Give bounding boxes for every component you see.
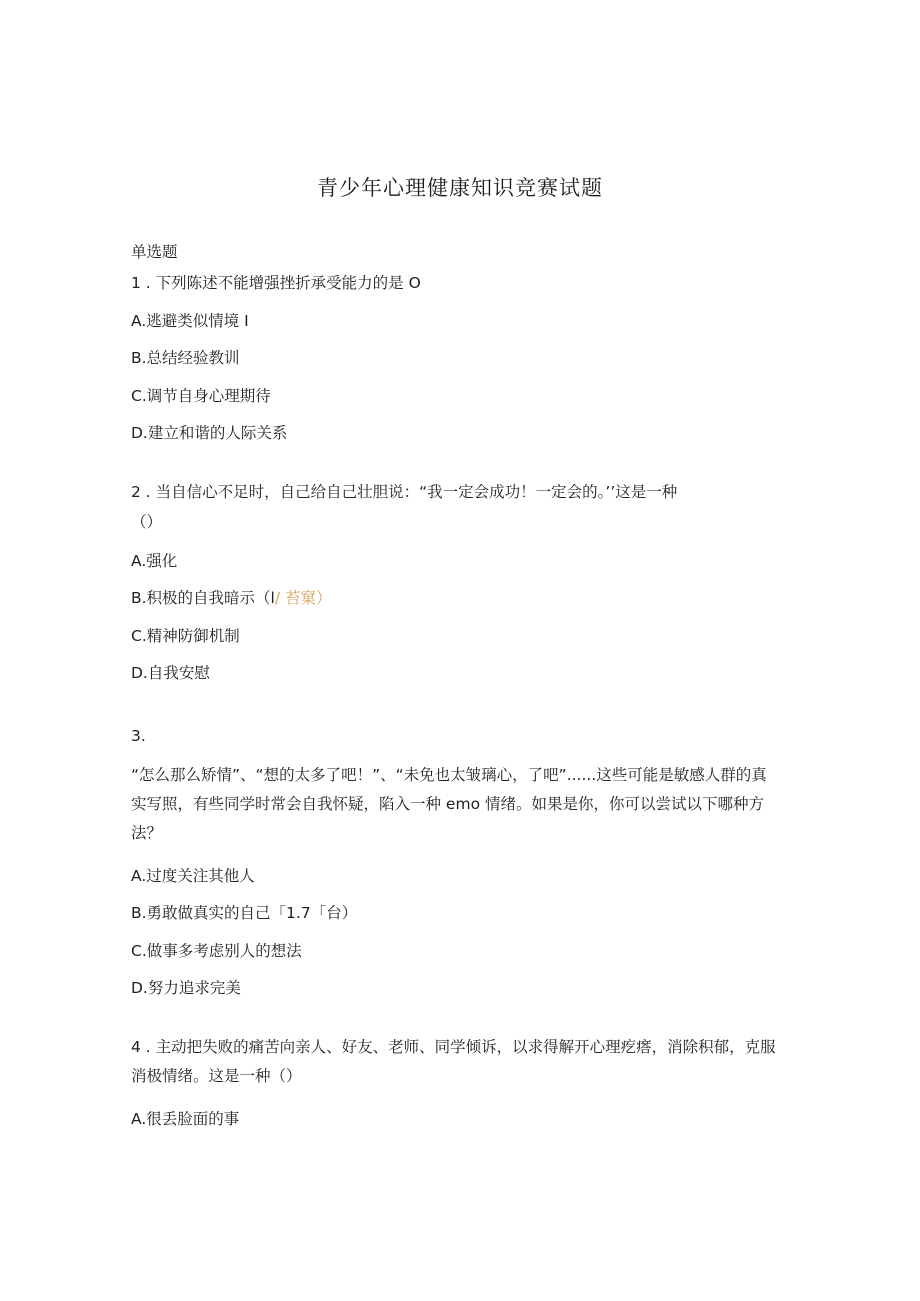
question-2-option-b-row xyxy=(131,588,332,608)
section-heading: 单选题 xyxy=(131,243,178,261)
question-1-option-c: C.调节自身心理期待 xyxy=(131,387,271,405)
question-2-option-a: A.强化 xyxy=(131,552,178,570)
question-2-stem-line-2: （） xyxy=(131,513,163,531)
question-1-option-a: A.逃避类似情境 I xyxy=(131,312,249,330)
question-3-stem: “怎么那么矫情”、“想的太多了吧！”、“未免也太皱璃心，了吧”......这些可能是敏感人群的真实写照，有些同学时常会自我怀疑，陷入一种 emo 情绪。如果是你，你可以尝试以下哪种方法？ xyxy=(131,766,767,842)
question-3-option-a: A.过度关注其他人 xyxy=(131,867,255,885)
question-2-option-d: D.自我安慰 xyxy=(131,664,210,682)
question-3-option-b: B.勇敢做真实的自己「1.7「台） xyxy=(131,904,358,922)
answer-hint: / 苔窠） xyxy=(274,589,332,607)
question-2-option-c: C.精神防御机制 xyxy=(131,627,240,645)
question-3-number: 3. xyxy=(131,727,146,745)
question-2-option-b: B.积极的自我暗示（l xyxy=(131,589,275,607)
question-3-option-d: D.努力追求完美 xyxy=(131,979,241,997)
question-3-option-c: C.做事多考虑别人的想法 xyxy=(131,942,302,960)
document-title: 青少年心理健康知识竞赛试题 xyxy=(317,176,603,200)
question-2-stem-line-1: 2 . 当自信心不足时，自己给自己壮胆说：“我一定会成功！一定会的。’’这是一种 xyxy=(131,483,678,501)
question-4-stem: 4 . 主动把失败的痛苦向亲人、好友、老师、同学倾诉，以求得解开心理疙瘩，消除积郁，克服消极情绪。这是一种（） xyxy=(131,1038,776,1085)
question-1-stem: 1 . 下列陈述不能增强挫折承受能力的是 O xyxy=(131,274,421,292)
question-1-option-b: B.总结经验教训 xyxy=(131,349,240,367)
question-1-option-d: D.建立和谐的人际关系 xyxy=(131,424,288,442)
question-4-option-a: A.很丢脸面的事 xyxy=(131,1110,240,1128)
